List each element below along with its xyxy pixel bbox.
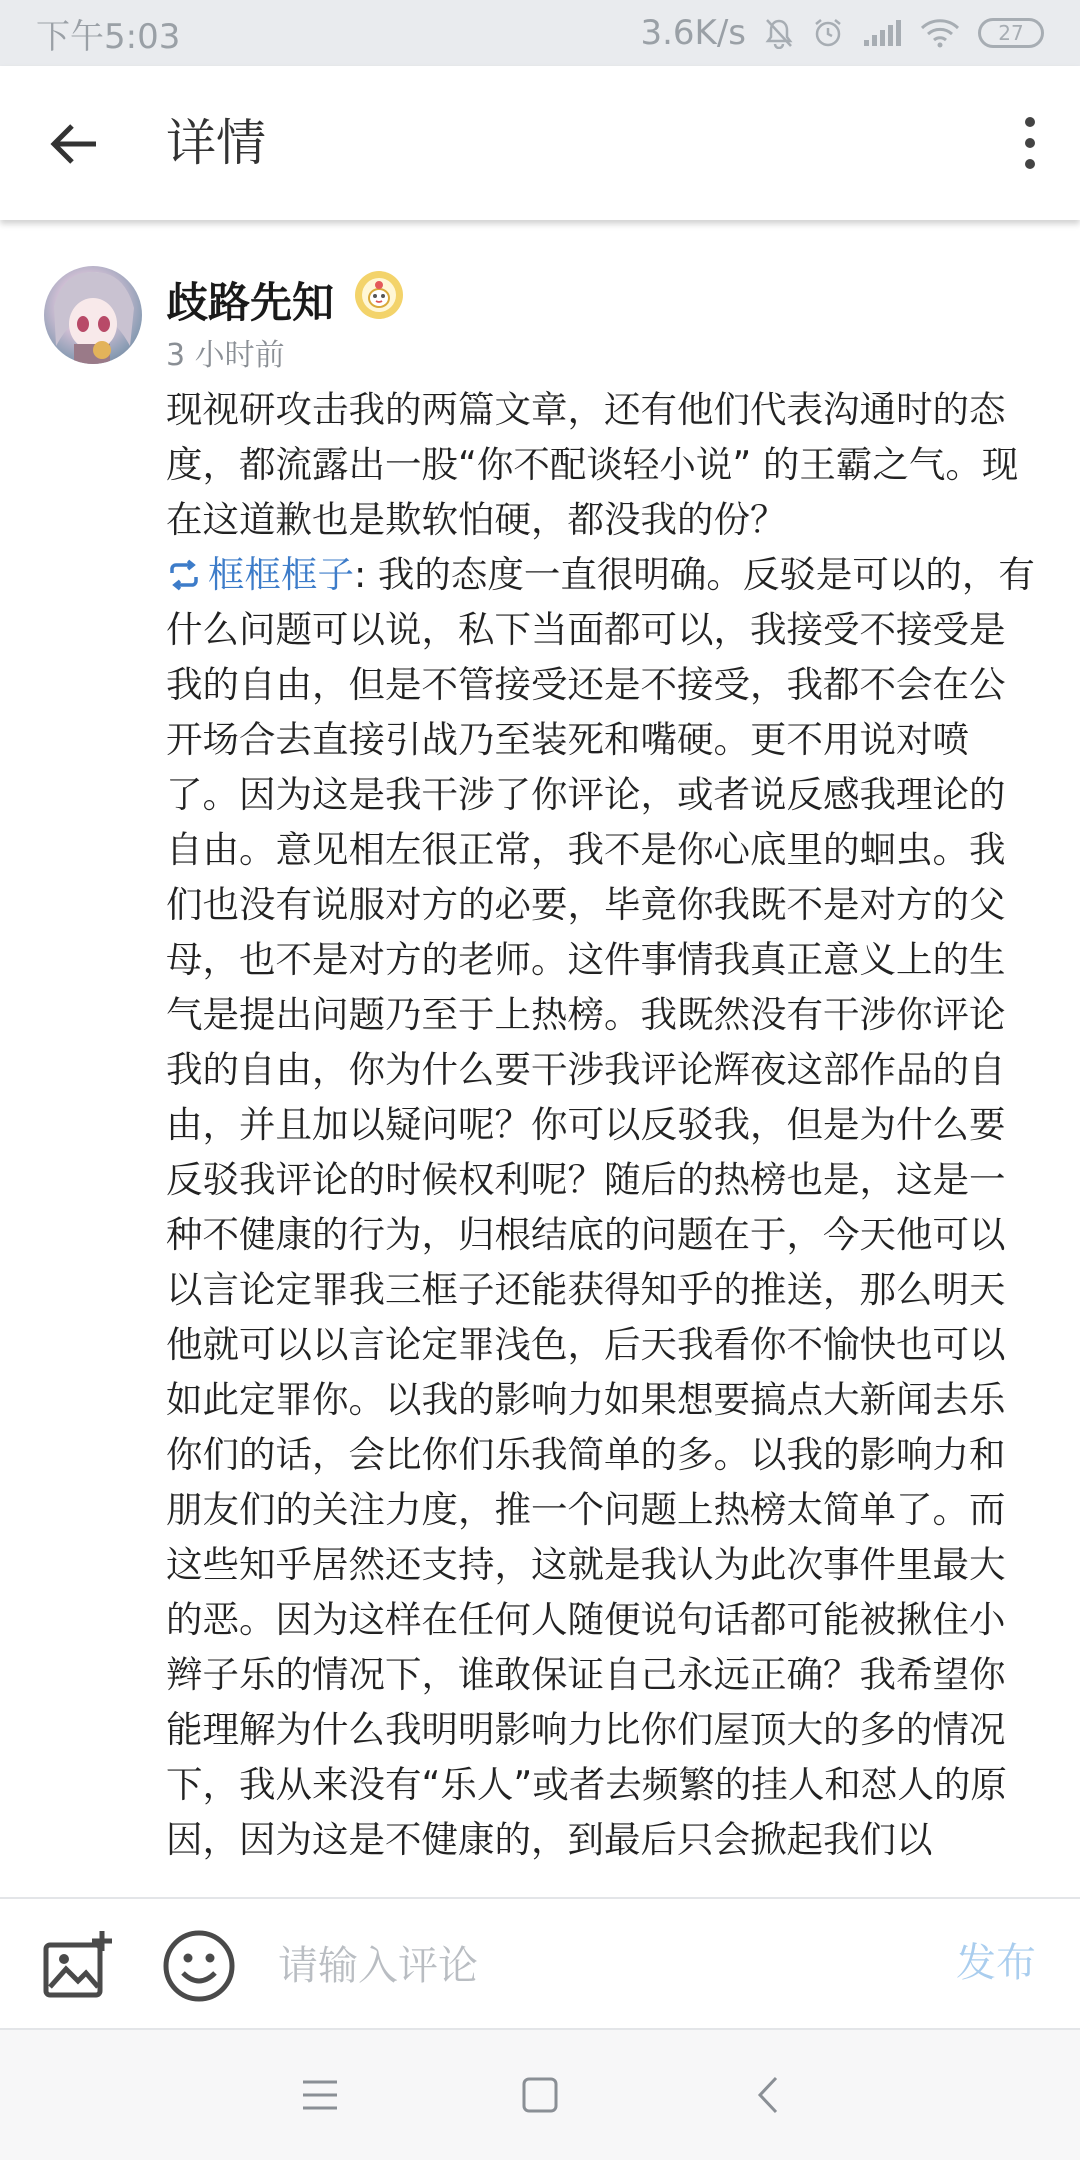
- status-bar: [0, 0, 1080, 66]
- navigation-bar: [0, 2030, 1080, 2160]
- username[interactable]: 歧路先知: [166, 278, 335, 327]
- bell-off-icon: [764, 17, 794, 49]
- status-time: 下午5:03: [36, 16, 181, 57]
- vip-badge-icon: [352, 268, 406, 322]
- arrow-left-icon: [44, 114, 104, 174]
- more-vert-icon: [1010, 110, 1050, 176]
- add-image-button[interactable]: [40, 1927, 118, 2005]
- repost-separator: :: [354, 553, 378, 596]
- back-button[interactable]: [44, 114, 104, 174]
- home-button[interactable]: [515, 2070, 565, 2120]
- repost-text: 我的态度一直很明确。反驳是可以的，有什么问题可以说，私下当面都可以，我接受不接受是我的自由，但是不管接受还是不接受，我都不会在公开场合去直接引战乃至装死和嘴硬。更不用说对喷了。因为这是我干涉了你评论，或者说反感我理论的自由。意见相左很正常，我不是你心底里的蛔虫。我们也没有说服对方的必要，毕竟你我既不是对方的父母，也不是对方的老师。这件事情我真正意义上的生气是提出问题乃至于上热榜。我既然没有干涉你评论我的自由，你为什么要干涉我评论辉夜这部作品的自由，并且加以疑问呢？你可以反驳我，但是为什么要反驳我评论的时候权利呢？随后的热榜也是，这是一种不健康的行为，归根结底的问题在于，今天他可以以言论定罪我三框子还能获得知乎的推送，那么明天他就可以以言论定罪浅色，后天我看你不愉快也可以如此定罪你。以我的影响力如果想要搞点大新闻去乐你们的话，会比你们乐我简单的多。以我的影响力和朋友们的关注力度，推一个问题上热榜太简单了。而这些知乎居然还支持，这就是我认为此次事件里最大的恶。因为这样在任何人随便说句话都可能被揪住小辫子乐的情况下，谁敢保证自己永远正确？我希望你能理解为什么我明明影响力比你们屋顶大的多的情况下，我从来没有“乐人”或者去频繁的挂人和怼人的原因，因为这是不健康的，到最后只会掀起我们以: [166, 553, 1035, 1861]
- post-content: [166, 382, 1036, 1867]
- post-text: 现视研攻击我的两篇文章，还有他们代表沟通时的态度，都流露出一股“你不配谈轻小说” 的王霸之气。现在这道歉也是欺软怕硬，都没我的份？: [166, 388, 1019, 541]
- repost-author-link[interactable]: 框框框子: [208, 553, 354, 596]
- repost-icon: [166, 559, 202, 591]
- avatar[interactable]: [44, 266, 142, 364]
- network-speed: 3.6K/s: [640, 13, 746, 53]
- comment-input[interactable]: [276, 1925, 900, 2007]
- menu-icon: [295, 2070, 345, 2120]
- emoji-icon: [162, 1929, 236, 2003]
- signal-icon: [862, 18, 902, 48]
- emoji-button[interactable]: [162, 1929, 236, 2003]
- comment-bar: [0, 1897, 1080, 2030]
- add-image-icon: [40, 1927, 118, 2005]
- wifi-icon: [920, 18, 960, 48]
- alarm-icon: [812, 17, 844, 49]
- publish-button[interactable]: 发布: [956, 1940, 1036, 1986]
- post-detail: [0, 222, 1080, 1897]
- menu-button[interactable]: [295, 2070, 345, 2120]
- system-back-button[interactable]: [744, 2070, 794, 2120]
- more-options-button[interactable]: [1010, 110, 1050, 176]
- home-icon: [515, 2070, 565, 2120]
- page-title: 详情: [166, 114, 266, 172]
- status-icons: [640, 13, 1044, 53]
- timestamp: 3 小时前: [166, 338, 285, 373]
- battery-icon: 27: [978, 18, 1044, 48]
- back-icon: [744, 2070, 794, 2120]
- app-bar: [0, 66, 1080, 220]
